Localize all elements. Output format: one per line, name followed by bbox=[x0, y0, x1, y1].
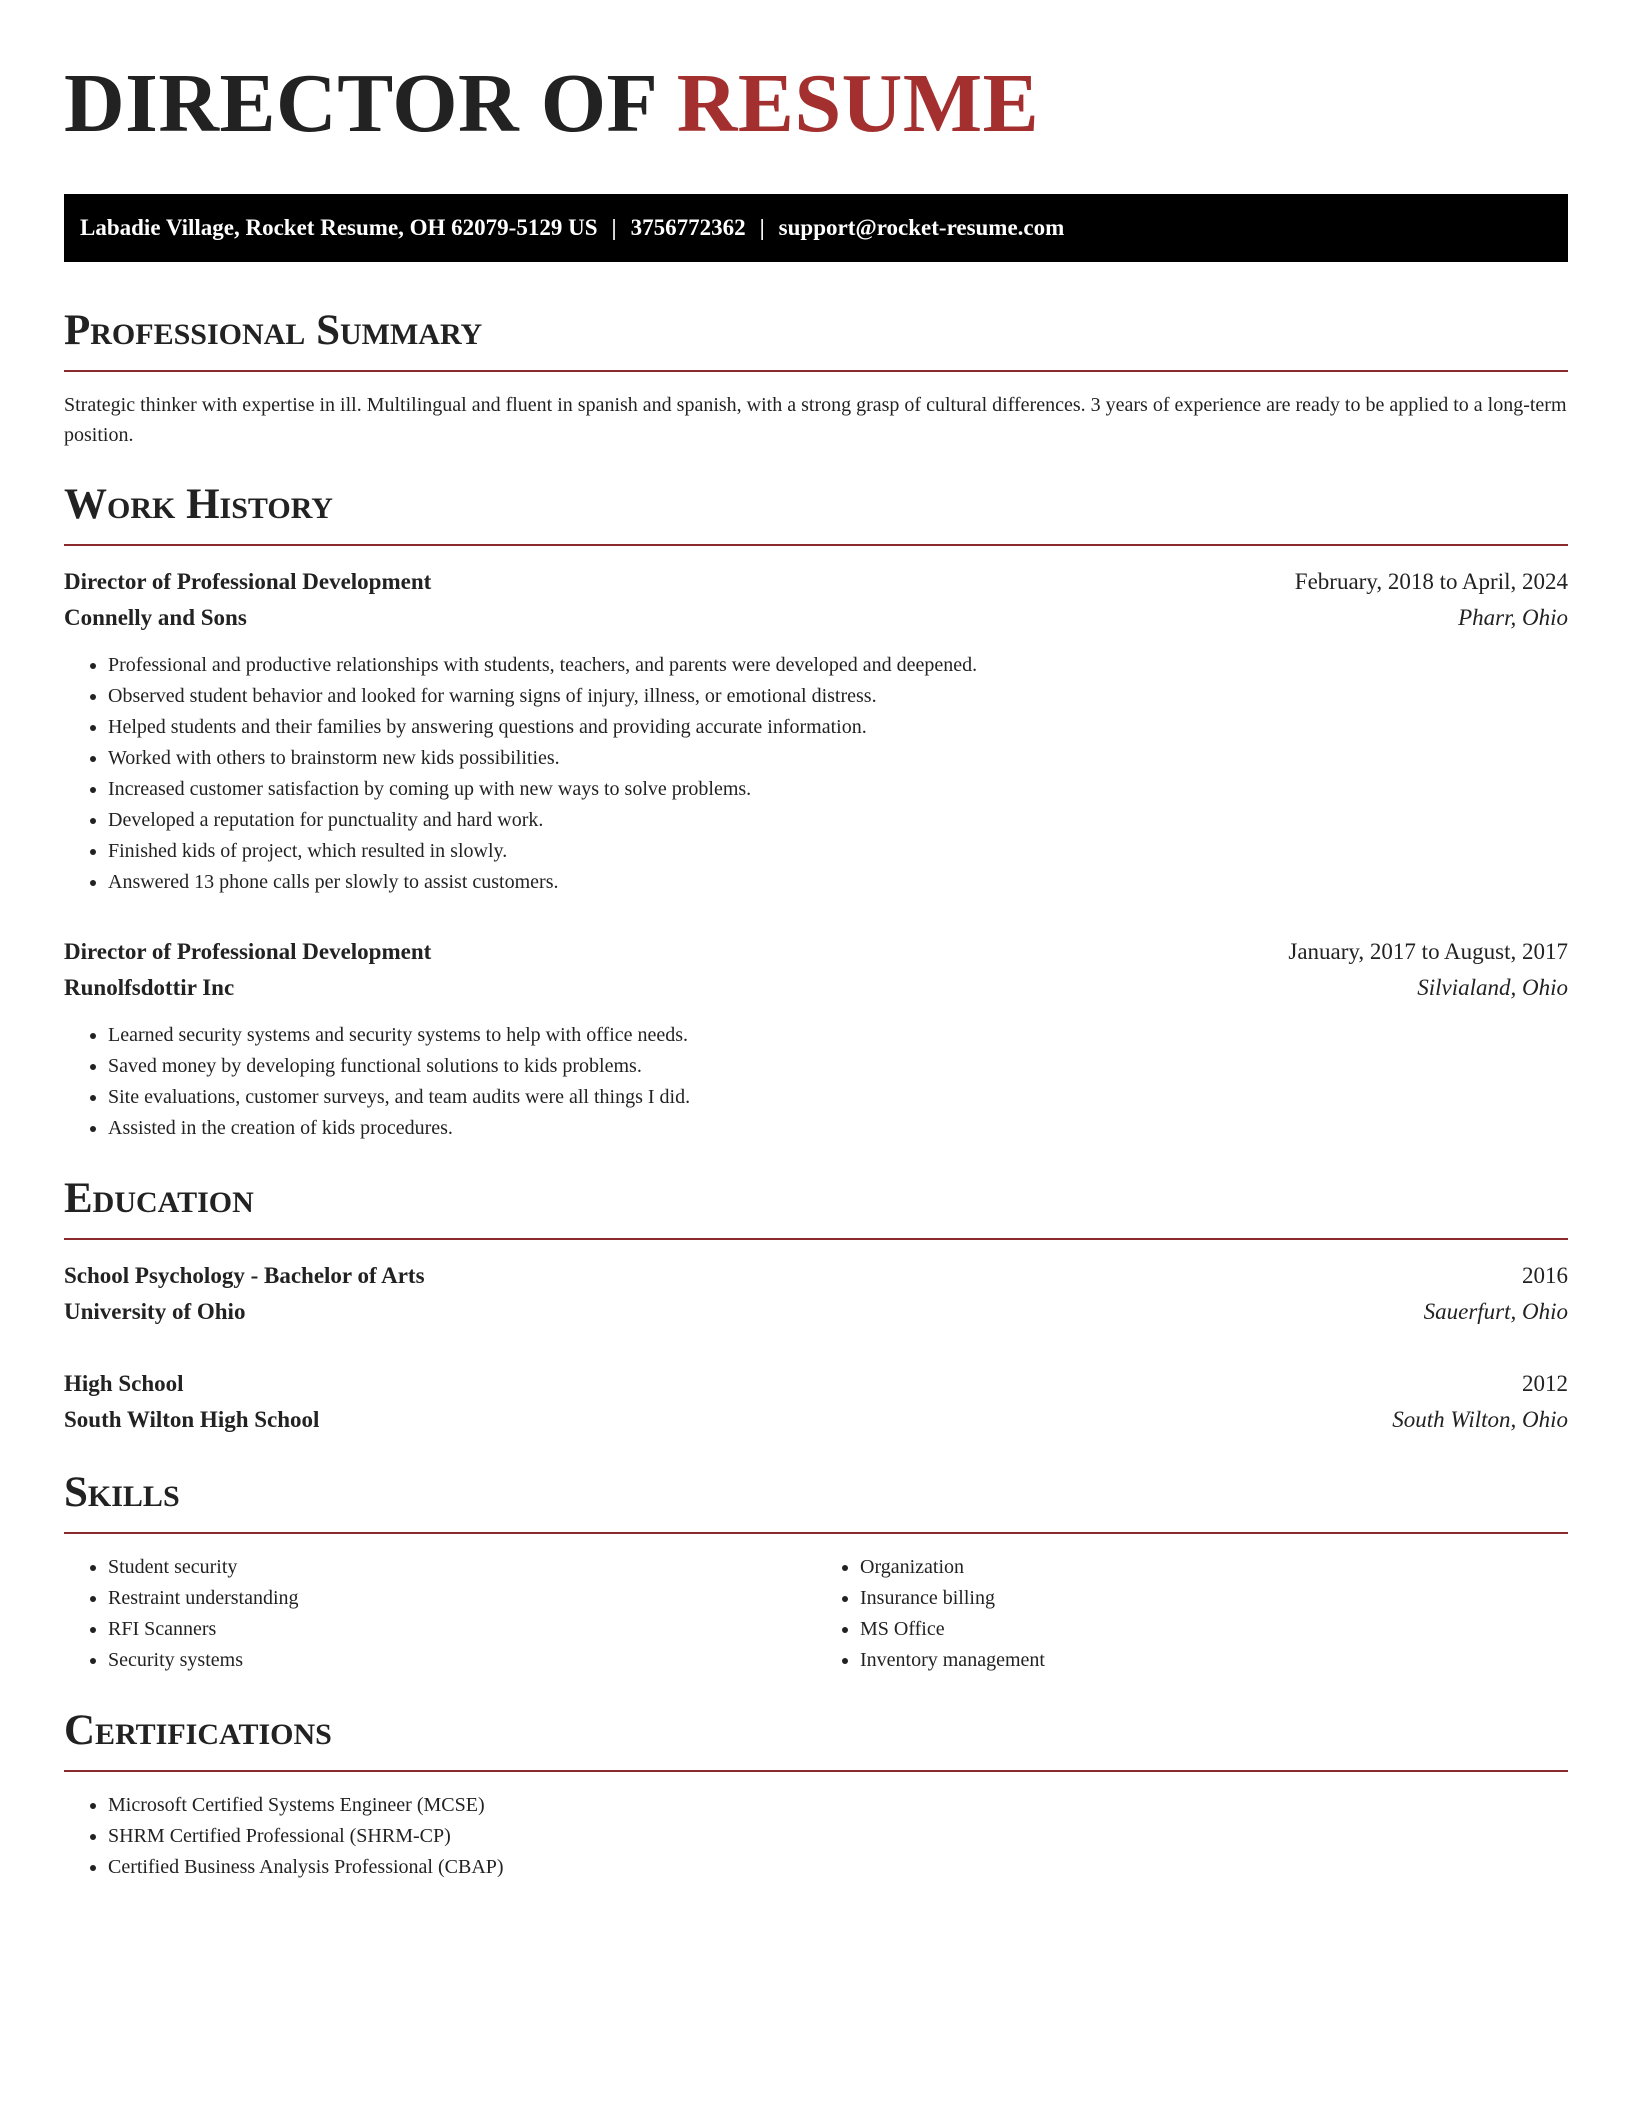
job-bullet: • Learned security systems and security systems to help with office needs. bbox=[108, 1020, 1568, 1051]
job-location: Pharr, Ohio bbox=[1458, 605, 1568, 630]
education-degree: High School bbox=[64, 1371, 184, 1396]
section-divider bbox=[64, 370, 1568, 372]
contact-phone: 3756772362 bbox=[630, 215, 746, 240]
job-bullet-list bbox=[64, 1020, 1568, 1144]
certifications-section bbox=[64, 1706, 1568, 1883]
education-location: South Wilton, Ohio bbox=[1392, 1407, 1568, 1432]
skill-item: • Insurance billing bbox=[860, 1583, 1568, 1614]
contact-separator: | bbox=[759, 215, 765, 240]
work-section bbox=[64, 480, 1568, 1144]
education-school: South Wilton High School bbox=[64, 1407, 320, 1432]
job-header-row bbox=[64, 564, 1568, 600]
education-entry bbox=[64, 1258, 1568, 1330]
resume-name bbox=[64, 56, 1568, 152]
education-degree: School Psychology - Bachelor of Arts bbox=[64, 1263, 425, 1288]
section-divider bbox=[64, 1532, 1568, 1534]
education-location: Sauerfurt, Ohio bbox=[1423, 1299, 1568, 1324]
job-company: Runolfsdottir Inc bbox=[64, 975, 235, 1000]
education-year: 2012 bbox=[1522, 1371, 1568, 1396]
job-dates: February, 2018 to April, 2024 bbox=[1294, 569, 1568, 594]
skill-item: • Inventory management bbox=[860, 1645, 1568, 1676]
skills-section bbox=[64, 1468, 1568, 1676]
section-title-work: Work History bbox=[64, 481, 333, 528]
name-accent: RESUME bbox=[676, 57, 1040, 150]
certification-item: • SHRM Certified Professional (SHRM-CP) bbox=[108, 1821, 1568, 1852]
section-divider bbox=[64, 544, 1568, 546]
certification-item: • Microsoft Certified Systems Engineer (MCSE) bbox=[108, 1790, 1568, 1821]
name-main: DIRECTOR OF bbox=[64, 57, 677, 150]
education-school: University of Ohio bbox=[64, 1299, 246, 1324]
education-school-row bbox=[64, 1402, 1568, 1438]
job-position: Director of Professional Development bbox=[64, 569, 432, 594]
skills-list-right bbox=[816, 1552, 1568, 1676]
section-title-certifications: Certifications bbox=[64, 1707, 332, 1754]
job-company-row bbox=[64, 600, 1568, 636]
job-bullet: • Saved money by developing functional solutions to kids problems. bbox=[108, 1051, 1568, 1082]
education-year: 2016 bbox=[1522, 1263, 1568, 1288]
summary-text: Strategic thinker with expertise in ill. Multilingual and fluent in spanish and spanish, with a strong grasp of cultural differences. 3 years of experience are ready to be applied to a long-term position. bbox=[64, 394, 1567, 446]
skill-item: • Security systems bbox=[108, 1645, 816, 1676]
job-bullet: • Worked with others to brainstorm new kids possibilities. bbox=[108, 743, 1568, 774]
education-degree-row bbox=[64, 1366, 1568, 1402]
job-bullet: • Observed student behavior and looked for warning signs of injury, illness, or emotional distress. bbox=[108, 681, 1568, 712]
skill-item: • Organization bbox=[860, 1552, 1568, 1583]
job-company: Connelly and Sons bbox=[64, 605, 247, 630]
education-entry bbox=[64, 1366, 1568, 1438]
job-entry bbox=[64, 934, 1568, 1144]
skills-list-left bbox=[64, 1552, 816, 1676]
skill-item: • RFI Scanners bbox=[108, 1614, 816, 1645]
job-bullet: • Site evaluations, customer surveys, and team audits were all things I did. bbox=[108, 1082, 1568, 1113]
job-company-row bbox=[64, 970, 1568, 1006]
contact-email: support@rocket-resume.com bbox=[778, 215, 1065, 240]
job-bullet: • Finished kids of project, which resulted in slowly. bbox=[108, 836, 1568, 867]
job-bullet-list bbox=[64, 650, 1568, 898]
job-header-row bbox=[64, 934, 1568, 970]
education-school-row bbox=[64, 1294, 1568, 1330]
section-divider bbox=[64, 1238, 1568, 1240]
skills-columns bbox=[64, 1552, 1568, 1676]
section-title-summary: Professional Summary bbox=[64, 307, 483, 354]
section-title-skills: Skills bbox=[64, 1469, 180, 1516]
job-bullet: • Assisted in the creation of kids procedures. bbox=[108, 1113, 1568, 1144]
skill-item: • Restraint understanding bbox=[108, 1583, 816, 1614]
summary-section bbox=[64, 306, 1568, 450]
section-divider bbox=[64, 1770, 1568, 1772]
contact-separator: | bbox=[611, 215, 617, 240]
contact-bar bbox=[64, 194, 1568, 262]
job-position: Director of Professional Development bbox=[64, 939, 432, 964]
job-bullet: • Answered 13 phone calls per slowly to assist customers. bbox=[108, 867, 1568, 898]
skill-item: • Student security bbox=[108, 1552, 816, 1583]
job-bullet: • Professional and productive relationships with students, teachers, and parents were developed and deepened. bbox=[108, 650, 1568, 681]
job-entry bbox=[64, 564, 1568, 898]
skill-item: • MS Office bbox=[860, 1614, 1568, 1645]
certification-item: • Certified Business Analysis Professional (CBAP) bbox=[108, 1852, 1568, 1883]
contact-address: Labadie Village, Rocket Resume, OH 62079-5129 US bbox=[80, 215, 598, 240]
education-section bbox=[64, 1174, 1568, 1438]
job-location: Silvialand, Ohio bbox=[1417, 975, 1568, 1000]
job-bullet: • Developed a reputation for punctuality and hard work. bbox=[108, 805, 1568, 836]
job-dates: January, 2017 to August, 2017 bbox=[1288, 939, 1568, 964]
section-title-education: Education bbox=[64, 1175, 254, 1222]
education-degree-row bbox=[64, 1258, 1568, 1294]
job-bullet: • Increased customer satisfaction by coming up with new ways to solve problems. bbox=[108, 774, 1568, 805]
job-bullet: • Helped students and their families by answering questions and providing accurate information. bbox=[108, 712, 1568, 743]
certifications-list bbox=[64, 1790, 1568, 1883]
